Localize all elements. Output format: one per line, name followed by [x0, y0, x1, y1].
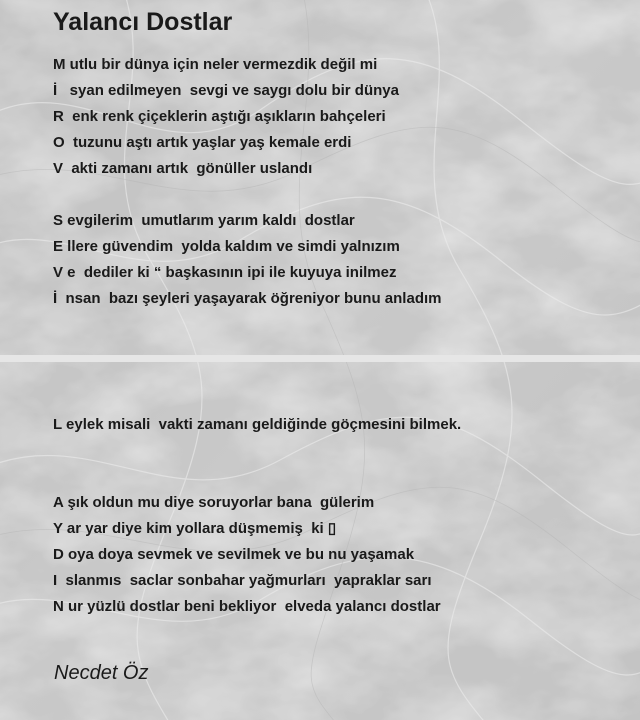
section-divider [0, 355, 640, 362]
poem-line: V e dediler ki “ başkasının ipi ile kuyuya inilmez [53, 264, 397, 281]
poem-line: V akti zamanı artık gönüller uslandı [53, 160, 313, 177]
poem-line: İ syan edilmeyen sevgi ve saygı dolu bir dünya [53, 82, 399, 99]
poem-line: O tuzunu aştı artık yaşlar yaş kemale erdi [53, 134, 352, 151]
poem-line: L eylek misali vakti zamanı geldiğinde göçmesini bilmek. [53, 416, 462, 433]
poem-line: E llere güvendim yolda kaldım ve simdi yalnızım [53, 238, 400, 255]
poem-line: M utlu bir dünya için neler vermezdik değil mi [53, 56, 378, 73]
poem-panel-top [0, 0, 640, 355]
poem-line: S evgilerim umutlarım yarım kaldı dostlar [53, 212, 355, 229]
poem-line: R enk renk çiçeklerin aştığı aşıkların bahçeleri [53, 108, 386, 125]
poem-line: I slanmıs saclar sonbahar yağmurları yapraklar sarı [53, 572, 432, 589]
poem-line: İ nsan bazı şeyleri yaşayarak öğreniyor bunu anladım [53, 290, 442, 307]
poem-title: Yalancı Dostlar [53, 8, 233, 36]
poem-line: D oya doya sevmek ve sevilmek ve bu nu yaşamak [53, 546, 415, 563]
poem-line: A şık oldun mu diye soruyorlar bana gülerim [53, 494, 375, 511]
poem-line: Y ar yar diye kim yollara düşmemiş ki ▯ [53, 520, 337, 537]
poem-panel-bottom [0, 362, 640, 720]
poem-line: N ur yüzlü dostlar beni bekliyor elveda yalancı dostlar [53, 598, 441, 615]
poem-author: Necdet Öz [54, 662, 149, 684]
